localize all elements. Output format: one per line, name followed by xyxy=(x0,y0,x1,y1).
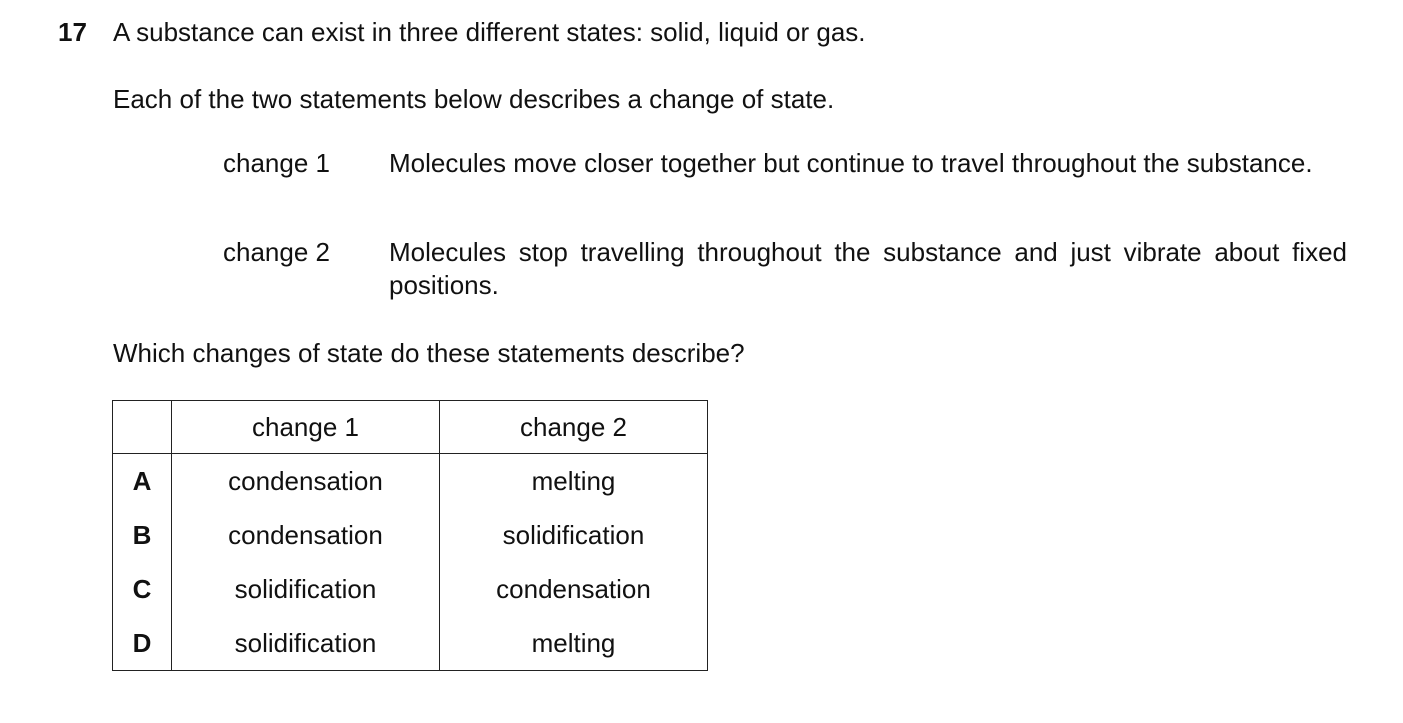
option-change-1: solidification xyxy=(172,562,440,616)
question-number: 17 xyxy=(58,17,87,47)
question-intro: Each of the two statements below describes a change of state. xyxy=(113,84,835,114)
option-change-1: condensation xyxy=(172,508,440,562)
option-row-d[interactable] xyxy=(113,616,708,671)
table-header-row xyxy=(113,401,708,454)
option-change-2: melting xyxy=(440,616,708,671)
table-header-corner xyxy=(113,401,172,454)
option-change-2: condensation xyxy=(440,562,708,616)
option-row-a[interactable] xyxy=(113,454,708,509)
question-prompt: Which changes of state do these statements describe? xyxy=(113,338,745,368)
option-row-b[interactable] xyxy=(113,508,708,562)
option-change-2: solidification xyxy=(440,508,708,562)
option-change-2: melting xyxy=(440,454,708,509)
table-header-change-1: change 1 xyxy=(172,401,440,454)
option-letter: C xyxy=(113,562,172,616)
statement-1-label: change 1 xyxy=(223,148,330,178)
option-letter: D xyxy=(113,616,172,671)
table-header-change-2: change 2 xyxy=(440,401,708,454)
option-change-1: solidification xyxy=(172,616,440,671)
option-letter: B xyxy=(113,508,172,562)
statement-1-text: Molecules move closer together but continue to travel throughout the substance. xyxy=(389,148,1313,178)
statement-2-label: change 2 xyxy=(223,237,330,267)
option-row-c[interactable] xyxy=(113,562,708,616)
question-stem: A substance can exist in three different states: solid, liquid or gas. xyxy=(113,17,866,47)
option-change-1: condensation xyxy=(172,454,440,509)
statement-2-text: Molecules stop travelling throughout the substance and just vibrate about fixed positions. xyxy=(389,237,1347,300)
answer-options-table xyxy=(112,400,708,671)
option-letter: A xyxy=(113,454,172,509)
